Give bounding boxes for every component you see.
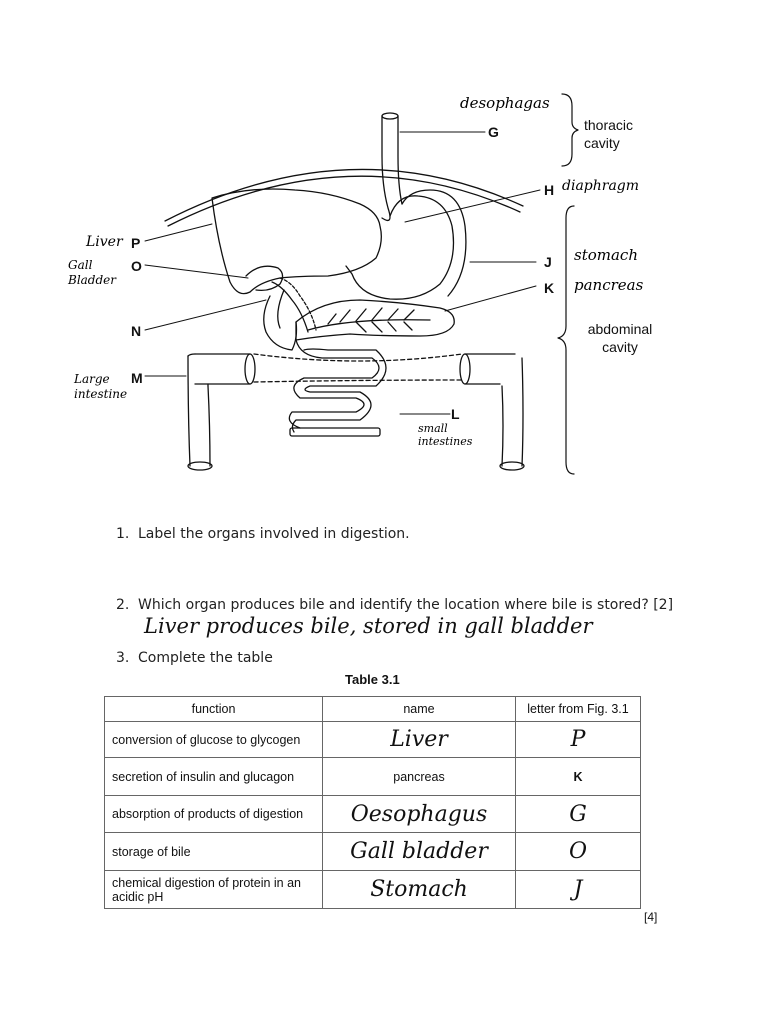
label-m: M [131,370,143,386]
handwritten-label-k: pancreas [574,276,644,294]
handwritten-label-o: Gall Bladder [68,258,117,287]
cell-function: absorption of products of digestion [105,796,323,833]
question-3-number: 3. [116,650,130,666]
cell-function: conversion of glucose to glycogen [105,722,323,758]
cell-letter: J [516,871,641,909]
cell-letter: O [516,833,641,871]
digestive-system-diagram [60,86,675,486]
label-l: L [451,406,460,422]
question-3-text: Complete the table [138,650,273,666]
question-3 [116,650,273,666]
table-row [105,758,641,796]
cell-letter: K [516,758,641,796]
cell-function: secretion of insulin and glucagon [105,758,323,796]
header-letter: letter from Fig. 3.1 [516,697,641,722]
cell-function: chemical digestion of protein in an acidic pH [105,871,323,909]
handwritten-label-p: Liver [86,234,123,250]
label-n: N [131,323,142,339]
cell-name: Liver [323,722,516,758]
question-2-number: 2. [116,597,130,613]
table-row [105,722,641,758]
table-caption: Table 3.1 [345,672,400,687]
handwritten-label-g: desophagas [460,94,550,112]
cell-name: Gall bladder [323,833,516,871]
cell-letter: G [516,796,641,833]
abdominal-cavity-label: abdominal cavity [587,321,653,355]
handwritten-label-j: stomach [574,246,638,264]
question-2-handwritten-answer: Liver produces bile, stored in gall bladder [144,614,593,638]
table-row [105,871,641,909]
header-function: function [105,697,323,722]
thoracic-cavity-label: thoracic cavity [584,117,634,151]
question-1-number: 1. [116,526,130,542]
question-1-text: Label the organs involved in digestion. [138,526,410,542]
label-p: P [131,235,141,251]
label-g: G [488,124,499,140]
cell-name: Oesophagus [323,796,516,833]
label-k: K [544,280,555,296]
question-1 [116,526,410,542]
handwritten-label-h: diaphragm [562,178,640,194]
question-2-text: Which organ produces bile and identify the location where bile is stored? [2] [138,597,674,613]
cell-name: Stomach [323,871,516,909]
table-row [105,796,641,833]
table-wrapper [104,696,641,909]
cell-function: storage of bile [105,833,323,871]
table-header-row [105,697,641,722]
table-row [105,833,641,871]
cell-letter: P [516,722,641,758]
question-2 [116,597,673,613]
organ-function-table [104,696,641,909]
marks-indicator: [4] [644,910,658,924]
header-name: name [323,697,516,722]
label-o: O [131,258,142,274]
label-j: J [544,254,552,270]
cell-name: pancreas [323,758,516,796]
handwritten-label-l: small intestines [418,422,473,448]
handwritten-label-m: Large intestine [74,372,128,401]
label-h: H [544,182,555,198]
